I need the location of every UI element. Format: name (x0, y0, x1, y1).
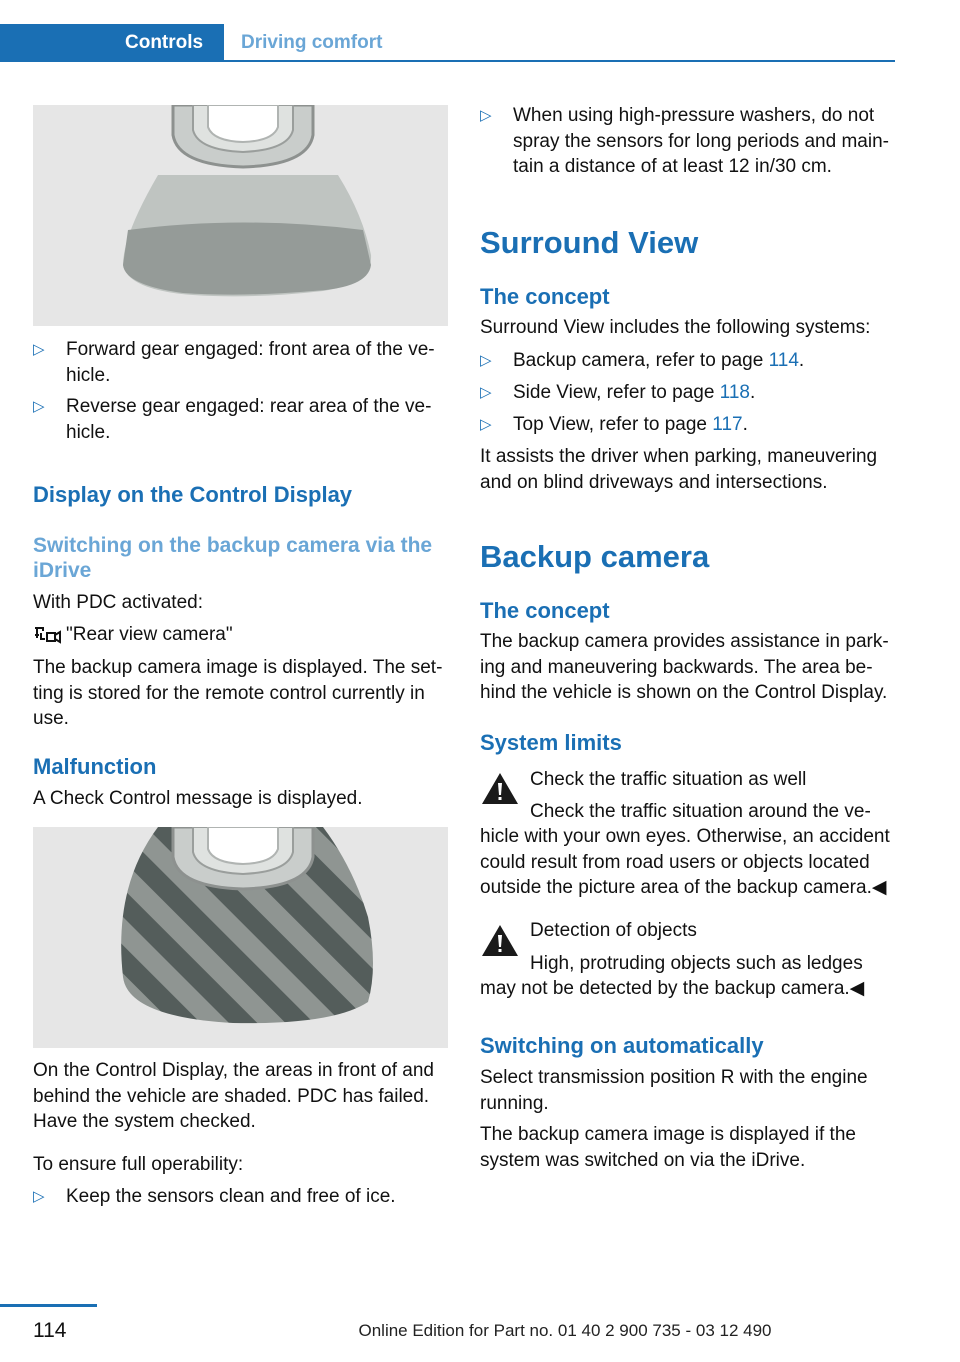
bullet-high-pressure: ▷ When using high-pressure washers, do not spray the sensors for long periods and main‐tain a distance of at least 12 in/30 cm. (480, 105, 889, 177)
heading-switching-idrive: Switching on the backup camera via the iDrive (33, 534, 433, 582)
with-pdc-text: With PDC activated: (33, 592, 203, 613)
heading-switching-automatically: Switching on automatically (480, 1033, 764, 1058)
ensure-paragraph: To ensure full operability: (33, 1154, 244, 1175)
footer-rule (0, 1304, 97, 1307)
heading-backup-camera: Backup camera (480, 539, 710, 574)
edition-text: Online Edition for Part no. 01 40 2 900 735 - 03 12 490 (358, 1321, 772, 1340)
page-link-114[interactable]: 114 (768, 350, 799, 371)
pdc-failed-illustration (33, 827, 448, 1048)
auto-paragraph-2: The backup camera image is displayed if the system was switched on via the iDrive. (480, 1124, 856, 1171)
warning-2-title: Detection of objects (530, 920, 697, 941)
bullet-triangle-icon: ▷ (480, 416, 492, 433)
warning-2-line: High, protruding objects such as ledges (530, 953, 863, 974)
page-number: 114 (33, 1319, 67, 1342)
header-subsection: Driving comfort (241, 32, 383, 53)
heading-concept-2: The concept (480, 598, 610, 623)
heading-surround-view: Surround View (480, 225, 699, 260)
bullet-triangle-icon: ▷ (480, 107, 492, 124)
heading-system-limits: System limits (480, 730, 622, 755)
heading-concept-1: The concept (480, 284, 610, 309)
pdc-display-illustration (33, 105, 448, 326)
warning-1-text: hicle with your own eyes. Otherwise, an accident could result from road users or objects located outside the picture area of the backup camera.◀ (480, 826, 890, 898)
rear-view-camera-label: "Rear view camera" (66, 624, 233, 645)
bullet-triangle-icon: ▷ (33, 341, 45, 358)
heading-display: Display on the Control Display (33, 482, 353, 507)
concept-1-text: Surround View includes the following systems: (480, 317, 871, 338)
malfunction-text: A Check Control message is displayed. (33, 788, 363, 809)
bullet-top-view: ▷ Top View, refer to page 117. (480, 412, 896, 438)
bullet-reverse-gear: ▷ Reverse gear engaged: rear area of the ve‐hicle. (33, 396, 432, 443)
bullet-triangle-icon: ▷ (480, 384, 492, 401)
bullet-side-view: ▷ Side View, refer to page 118. (480, 380, 896, 406)
heading-malfunction: Malfunction (33, 754, 157, 779)
page-link-117[interactable]: 117 (712, 414, 743, 435)
header-section: Controls (125, 32, 204, 53)
page-header (0, 24, 895, 62)
auto-paragraph-1: Select transmission position R with the engine running. (480, 1067, 868, 1114)
camera-car-icon (33, 625, 61, 645)
warning-1-line: Check the traffic situation around the ve‐ (530, 801, 871, 822)
bullet-triangle-icon: ▷ (33, 398, 45, 415)
header-rule (224, 60, 895, 62)
bullet-backup-camera: ▷ Backup camera, refer to page 114. (480, 348, 896, 374)
bullet-triangle-icon: ▷ (480, 352, 492, 369)
concept-2-text: The backup camera provides assistance in park‐ing and maneuvering backwards. The area be‐hind the vehicle is shown on the Control Display. (480, 631, 889, 703)
warning-1-title: Check the traffic situation as well (530, 769, 807, 790)
menu-path-row (33, 622, 448, 648)
assists-paragraph: It assists the driver when parking, maneuvering and on blind driveways and intersections. (480, 446, 878, 493)
page-link-118[interactable]: 118 (719, 382, 750, 403)
backup-displayed-paragraph: The backup camera image is displayed. The set‐ting is stored for the remote control currently in use. (33, 657, 443, 729)
bullet-forward-gear: ▷ Forward gear engaged: front area of the ve‐hicle. (33, 339, 435, 386)
bullet-clean-sensors: ▷ Keep the sensors clean and free of ice. (33, 1184, 448, 1210)
shaded-paragraph: On the Control Display, the areas in front of and behind the vehicle are shaded. PDC has failed. Have the system checked. (33, 1060, 434, 1132)
bullet-triangle-icon: ▷ (33, 1188, 45, 1205)
warning-2-text: may not be detected by the backup camera.◀ (480, 978, 865, 999)
